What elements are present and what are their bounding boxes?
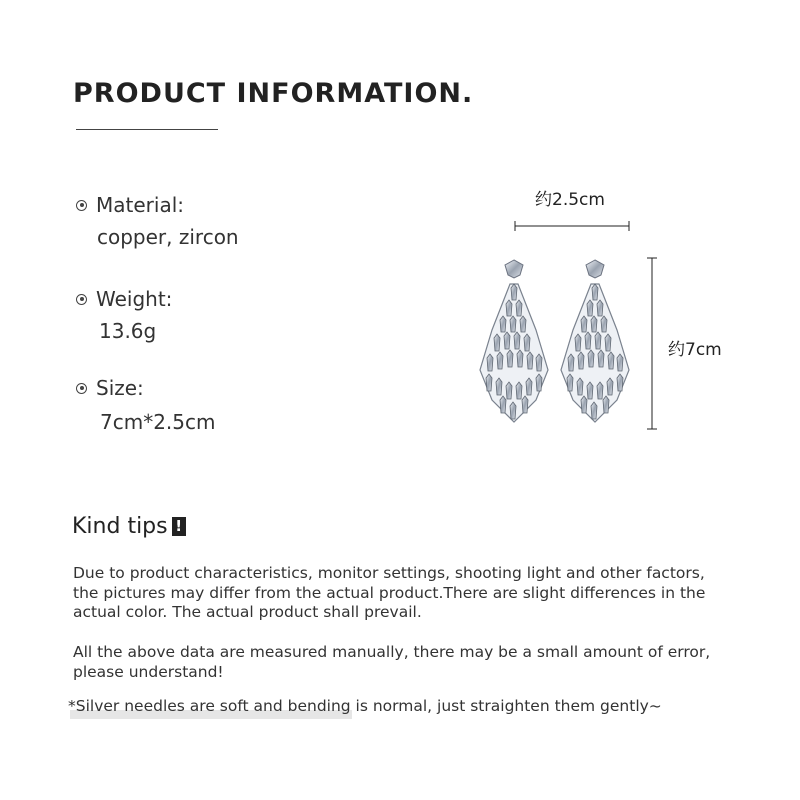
spec-label: Material:	[96, 193, 184, 217]
care-note: *Silver needles are soft and bending is normal, just straighten them gently~	[68, 697, 662, 715]
tips-title-text: Kind tips	[72, 514, 168, 539]
spec-value: 13.6g	[99, 319, 157, 343]
height-dimension-line	[647, 258, 657, 429]
tips-paragraph-2: All the above data are measured manually, there may be a small amount of error, please understand!	[73, 643, 711, 681]
spec-label: Size:	[96, 376, 144, 400]
height-dimension-label: 约7cm	[668, 340, 722, 360]
width-dimension-label: 约2.5cm	[535, 190, 605, 210]
width-dimension-line	[515, 221, 629, 231]
exclamation-icon: !	[172, 517, 186, 536]
spec-label: Weight:	[96, 287, 173, 311]
page-title: PRODUCT INFORMATION.	[73, 78, 474, 109]
spec-value: 7cm*2.5cm	[100, 410, 216, 434]
spec-value: copper, zircon	[97, 225, 239, 249]
tips-heading	[72, 514, 186, 539]
tips-paragraph-1: Due to product characteristics, monitor settings, shooting light and other factors, the pictures may differ from the actual product.There are slight differences in the actual color. The actual product shall prevail.	[73, 564, 706, 621]
